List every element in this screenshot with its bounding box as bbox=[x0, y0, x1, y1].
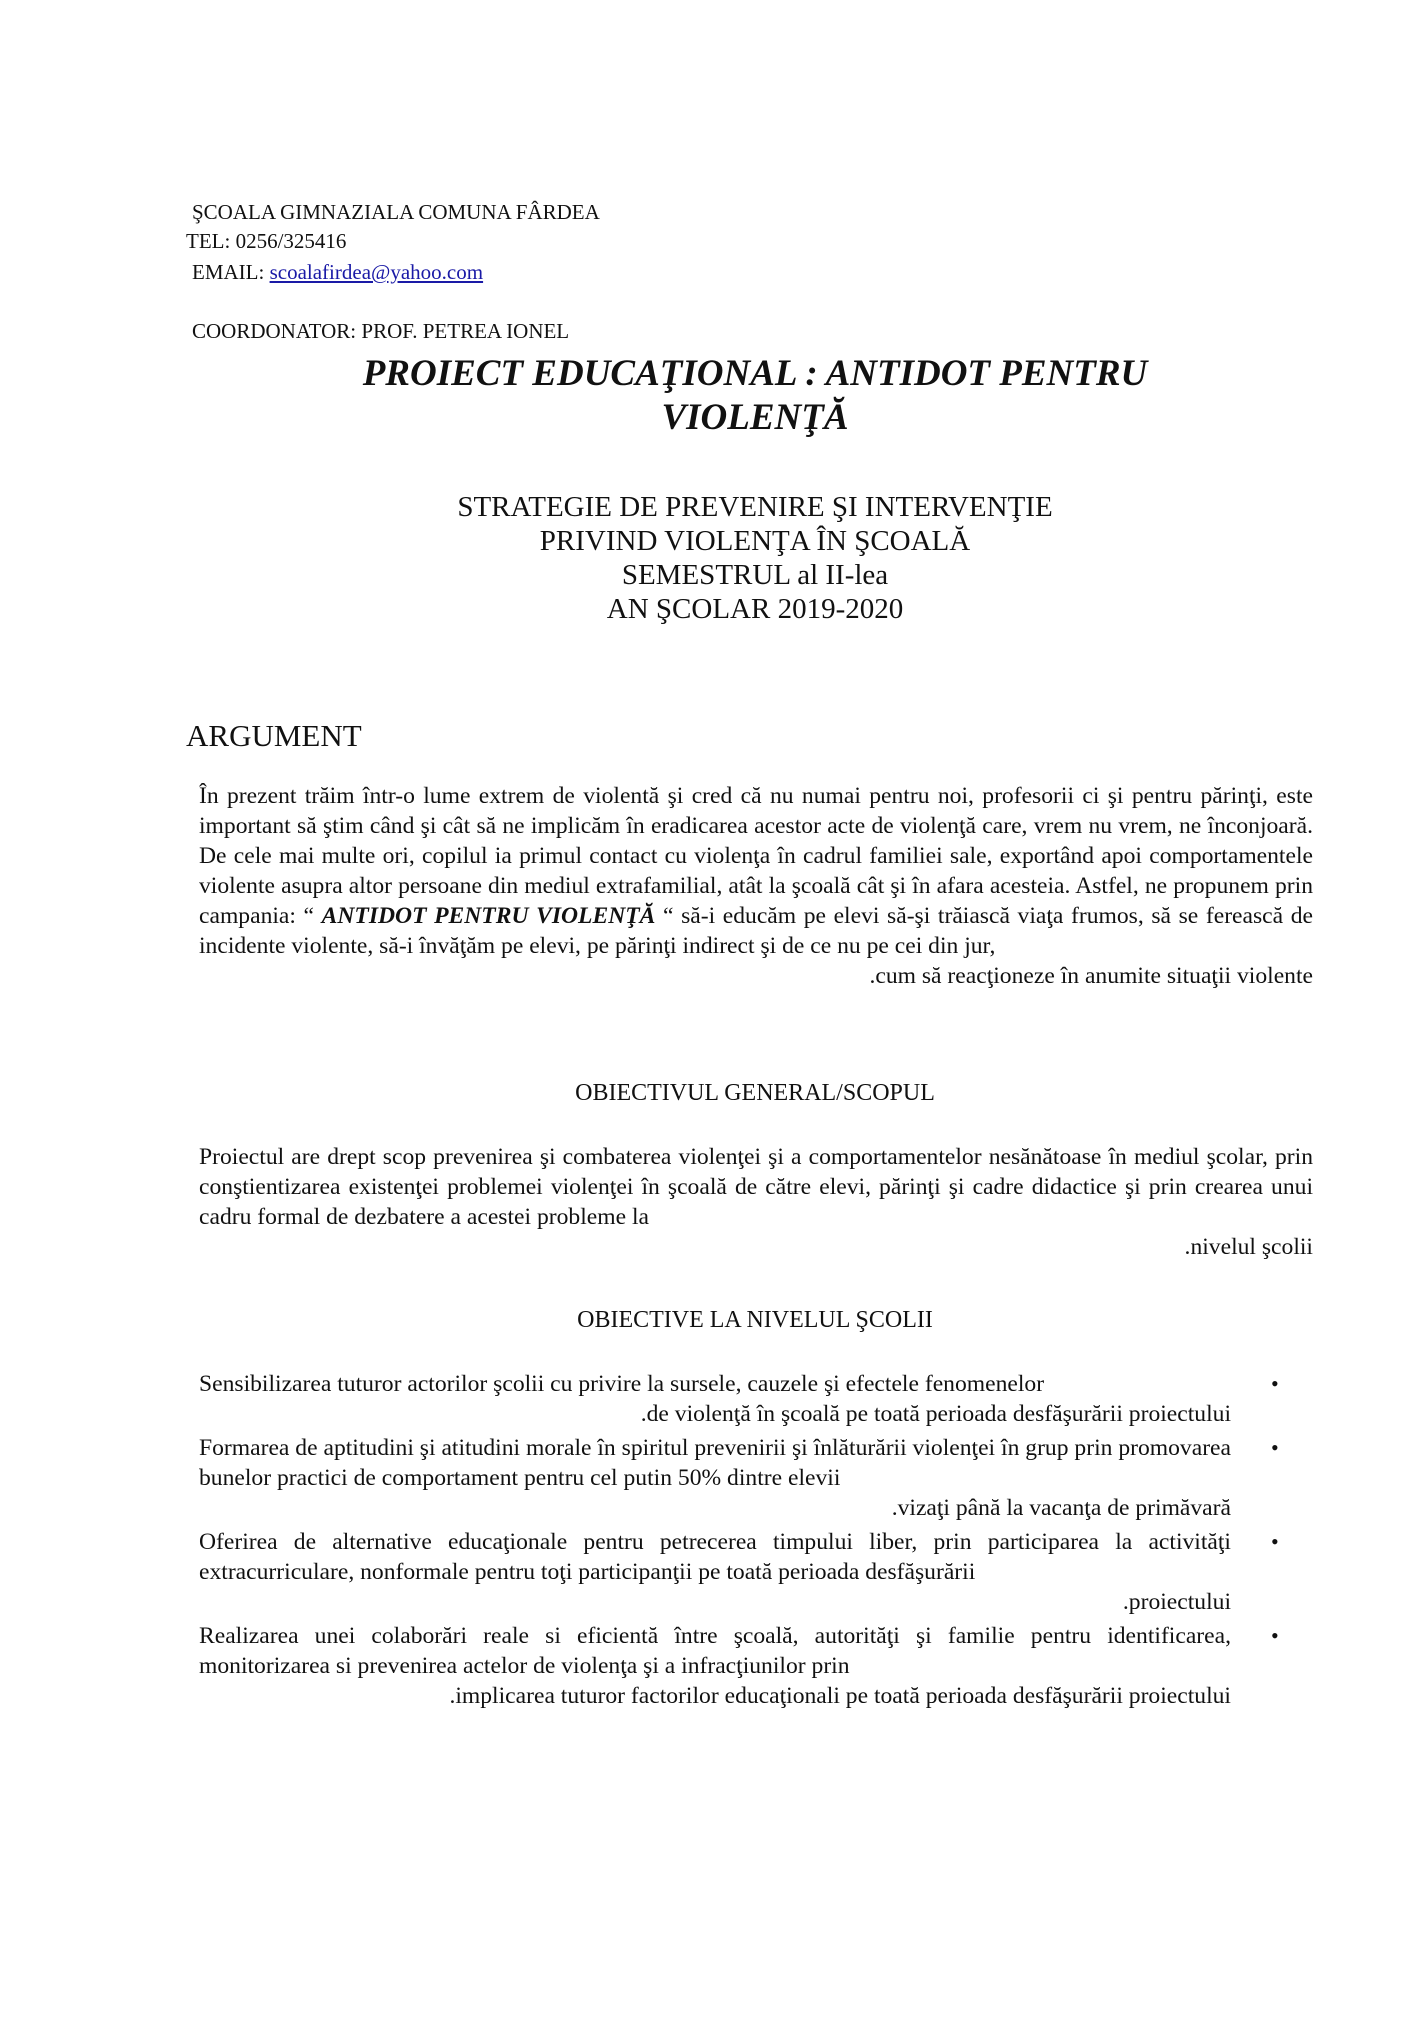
list-item-text: Sensibilizarea tuturor actorilor şcolii cu privire la sursele, cauzele şi efectele fenomenelor bbox=[199, 1371, 1045, 1397]
list-item-text-last: .vizaţi până la vacanţa de primăvară bbox=[891, 1495, 1231, 1521]
bullet-icon: • bbox=[1271, 1529, 1279, 1554]
school-name: ŞCOALA GIMNAZIALA COMUNA FÂRDEA bbox=[192, 200, 600, 224]
list-item-text-last: .de violenţă în şcoală pe toată perioada desfăşurării proiectului bbox=[640, 1401, 1231, 1427]
list-item bbox=[199, 1621, 1279, 1711]
email-label: EMAIL: bbox=[192, 260, 270, 284]
school-objectives-list bbox=[199, 1369, 1299, 1715]
general-objective-heading: OBIECTIVUL GENERAL/SCOPUL bbox=[575, 1080, 935, 1106]
list-item bbox=[199, 1527, 1279, 1617]
list-item-text-last: .proiectului bbox=[1122, 1589, 1231, 1615]
coordinator: COORDONATOR: PROF. PETREA IONEL bbox=[192, 319, 570, 343]
email-link[interactable]: scoalafirdea@yahoo.com bbox=[269, 260, 484, 284]
strategy-line-1: STRATEGIE DE PREVENIRE ŞI INTERVENŢIE bbox=[457, 491, 1053, 523]
list-item-text-last: .implicarea tuturor factorilor educaţionali pe toată perioada desfăşurării proiectului bbox=[449, 1683, 1231, 1709]
email-line bbox=[192, 259, 483, 285]
list-item-text: Formarea de aptitudini şi atitudini morale în spiritul prevenirii şi înlăturării violenţei în grup prin promovarea bunelor practici de comportament pentru cel putin 50% dintre elevii bbox=[199, 1435, 1231, 1491]
list-item-text: Realizarea unei colaborări reale si eficientă între şcoală, autorităţi şi familie pentru identificarea, monitorizarea si prevenirea actelor de violenţa şi a infracţiunilor prin bbox=[199, 1623, 1231, 1679]
bullet-icon: • bbox=[1271, 1623, 1279, 1648]
bullet-icon: • bbox=[1271, 1435, 1279, 1460]
project-title-line-2: VIOLENŢĂ bbox=[661, 397, 849, 438]
school-objectives-heading: OBIECTIVE LA NIVELUL ŞCOLII bbox=[577, 1307, 933, 1333]
general-objective-text-last: .nivelul şcolii bbox=[1184, 1234, 1313, 1260]
list-item-text: Oferirea de alternative educaţionale pentru petrecerea timpului liber, prin participarea la activităţi extracurriculare, nonformale pentru toţi participanţii pe toată perioada desfăşurării bbox=[199, 1529, 1231, 1585]
campaign-name: ANTIDOT PENTRU VIOLENŢĂ bbox=[321, 903, 656, 929]
project-title-line-1: PROIECT EDUCAŢIONAL : ANTIDOT PENTRU bbox=[362, 353, 1148, 394]
argument-heading: ARGUMENT bbox=[186, 718, 362, 753]
general-objective-paragraph bbox=[199, 1142, 1313, 1262]
strategy-heading bbox=[300, 490, 1210, 626]
project-title bbox=[300, 352, 1210, 440]
list-item bbox=[199, 1433, 1279, 1523]
phone-number: TEL: 0256/325416 bbox=[186, 229, 347, 253]
argument-text-after: “ să-i educăm pe elevi să-şi trăiască viaţa frumos, să se ferească de incidente violente, să-i învăţăm pe elevi, pe părinţi indirect şi de ce nu pe cei din jur, bbox=[199, 903, 1313, 959]
argument-text-last: .cum să reacţioneze în anumite situaţii violente bbox=[869, 963, 1313, 989]
strategy-line-2: PRIVIND VIOLENŢA ÎN ŞCOALĂ bbox=[539, 525, 971, 557]
strategy-line-4: AN ŞCOLAR 2019-2020 bbox=[606, 593, 904, 625]
strategy-line-3: SEMESTRUL al II-lea bbox=[621, 559, 889, 591]
list-item bbox=[199, 1369, 1279, 1429]
argument-paragraph bbox=[199, 781, 1313, 991]
bullet-icon: • bbox=[1271, 1371, 1279, 1396]
argument-text-before: În prezent trăim într-o lume extrem de violentă şi cred că nu numai pentru noi, profesorii ci şi pentru părinţi, este important să ştim când şi cât să ne implicăm în eradicarea acestor acte de violenţă care, vrem nu vrem, ne înconjoară. De cele mai multe ori, copilul ia primul contact cu violenţa în cadrul familiei sale, exportând apoi comportamentele violente asupra altor persoane din mediul extrafamilial, atât la şcoală cât şi în afara acesteia. Astfel, ne propunem prin campania: “ bbox=[199, 783, 1313, 929]
general-objective-text: Proiectul are drept scop prevenirea şi combaterea violenţei şi a comportamentelor nesănătoase în mediul şcolar, prin conştientizarea existenţei problemei violenţei în şcoală de către elevi, părinţi şi cadre didactice şi prin crearea unui cadru formal de dezbatere a acestei probleme la bbox=[199, 1144, 1313, 1230]
